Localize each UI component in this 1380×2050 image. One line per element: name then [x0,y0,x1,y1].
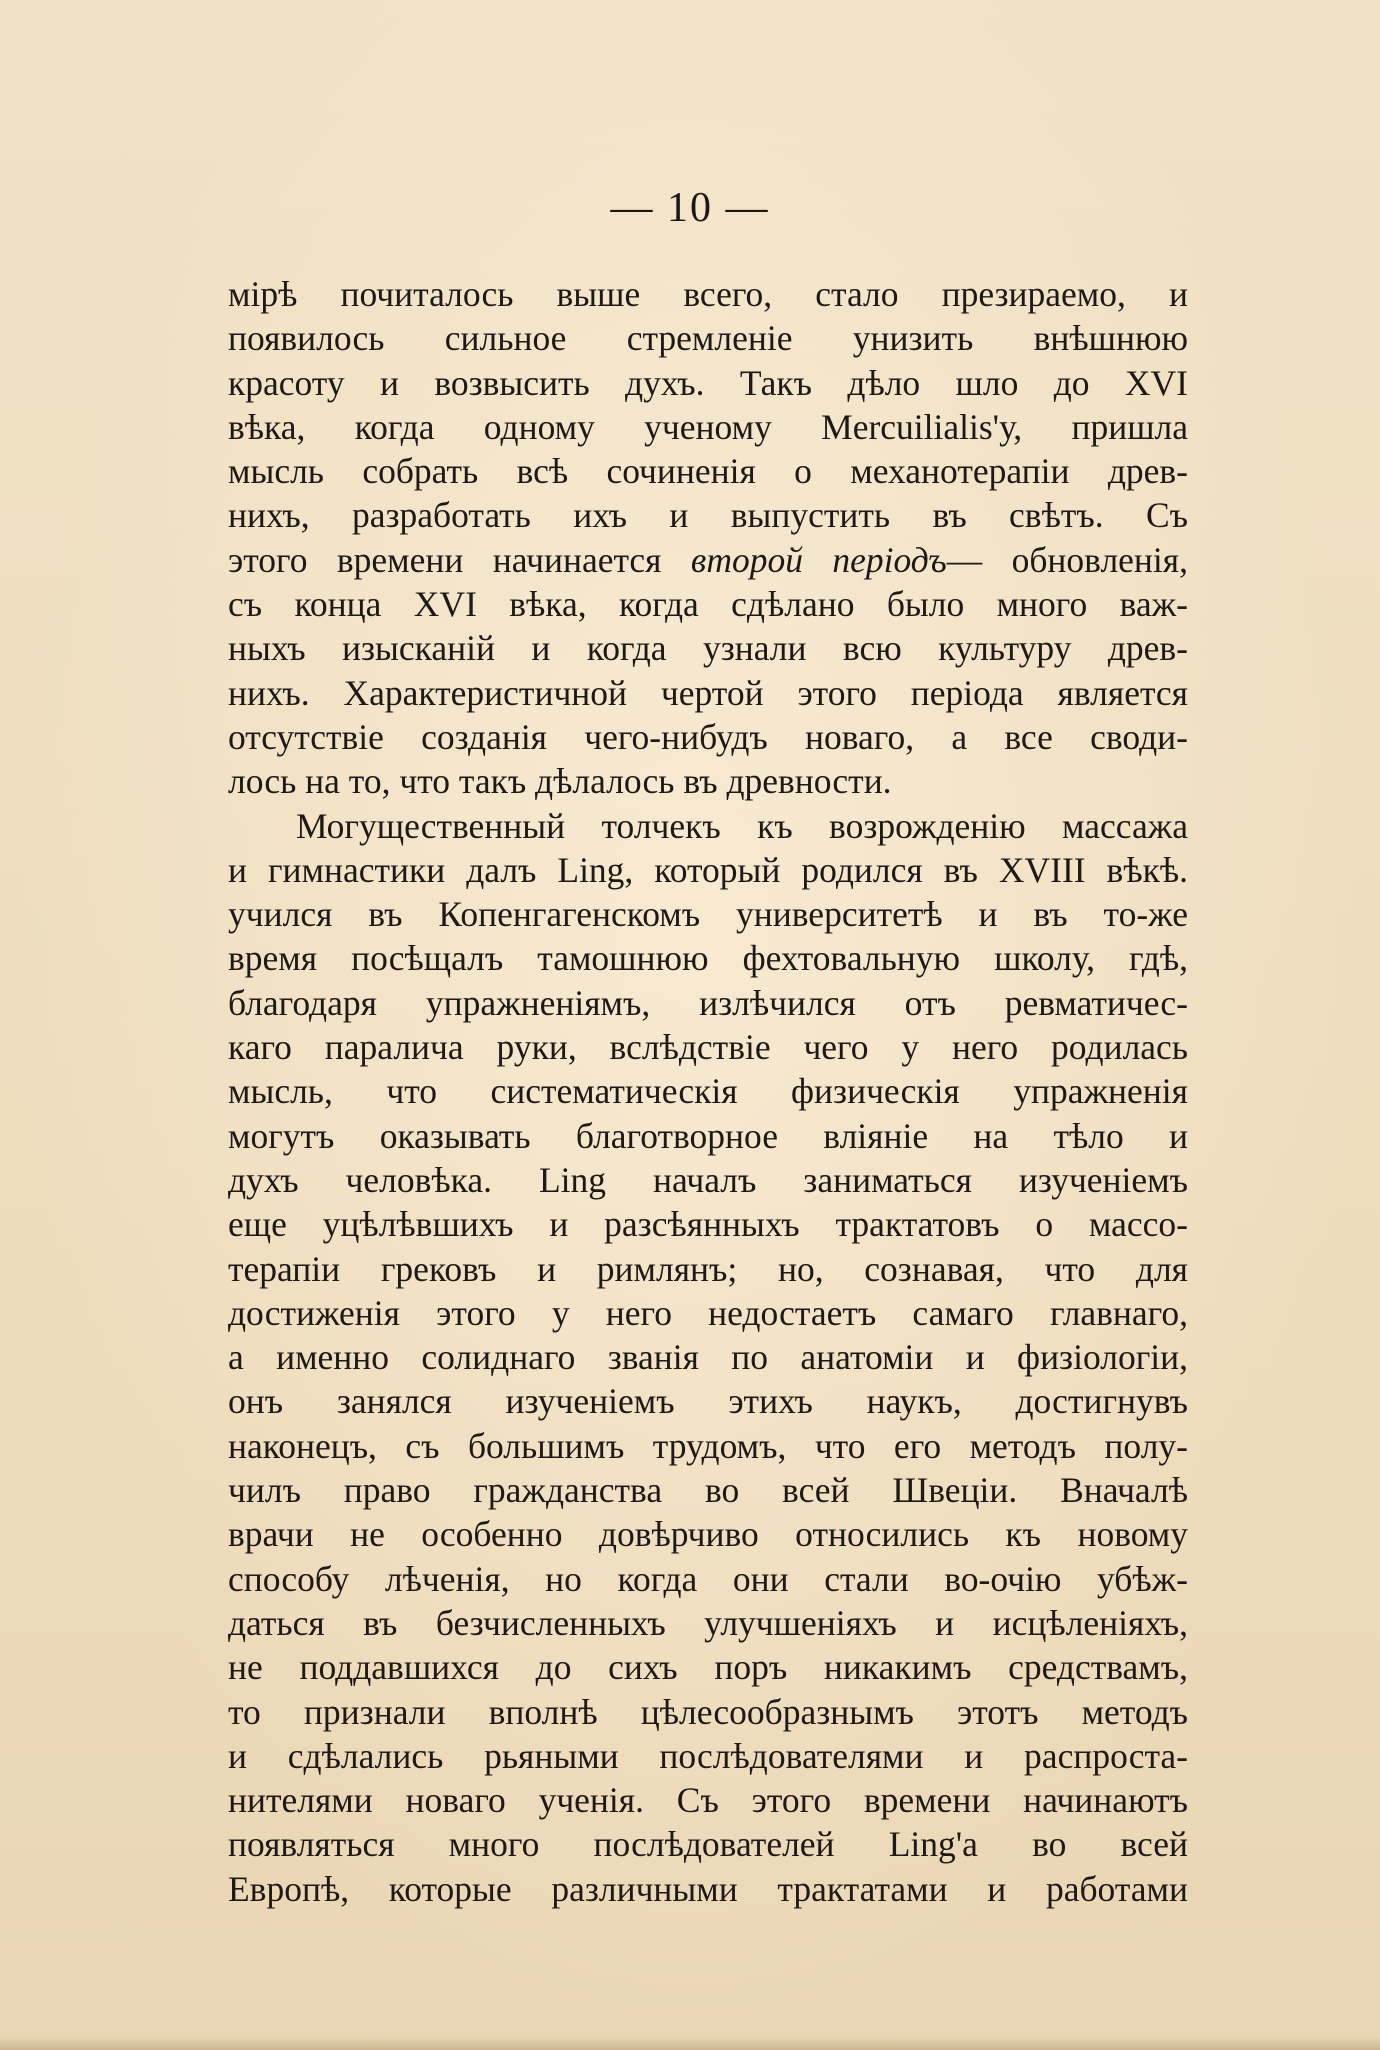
text-line: то признали вполнѣ цѣлесообразнымъ этотъ методъ [228,1691,1188,1732]
text-line: врачи не особенно довѣрчиво относились къ новому [228,1514,1188,1555]
text-line: лось на то, что такъ дѣлалось въ древности. [228,761,892,802]
text-line: благодаря упражненіямъ, излѣчился отъ ревматичес- [228,982,1188,1023]
text-line: а именно солиднаго званія по анатоміи и физіологіи, [228,1337,1188,1378]
text-line: могутъ оказывать благотворное вліяніе на тѣло и [228,1115,1188,1156]
text-line: и гимнастики далъ Ling, который родился въ XVIII вѣкѣ. [228,849,1188,890]
italic-phrase: второй періодъ [690,539,947,580]
page-edge-shadow [0,2036,1380,2050]
text-line: Могущественный толчекъ къ возрожденію массажа [296,805,1188,846]
text-line: мысль собрать всѣ сочиненія о механотерапіи древ- [228,451,1188,492]
text-line-with-italic [228,538,1188,582]
text-line: даться въ безчисленныхъ улучшеніяхъ и исцѣленіяхъ, [228,1602,1188,1643]
text-line: появилось сильное стремленіе унизить внѣшнюю [228,318,1188,359]
text-line: не поддавшихся до сихъ поръ никакимъ средствамъ, [228,1647,1188,1688]
text-line: мысль, что систематическія физическія упражненія [228,1071,1188,1112]
text-line: достиженія этого у него недостаетъ самаго главнаго, [228,1292,1188,1333]
text-line: отсутствіе созданія чего-нибудъ новаго, а все своди- [228,716,1188,757]
text-line: учился въ Копенгагенскомъ университетѣ и въ то-же [228,894,1188,935]
text-line: способу лѣченія, но когда они стали во-очію убѣж- [228,1558,1188,1599]
page-number: — 10 — [610,185,770,231]
text-run: — обновленія, [946,539,1188,580]
text-line: духъ человѣка. Ling началъ заниматься изученіемъ [228,1159,1188,1200]
body-text [228,272,1188,1911]
text-line: вѣка, когда одному ученому Mercuilialis'у, пришла [228,406,1188,447]
text-line: Европѣ, которые различными трактатами и работами [228,1868,1188,1909]
text-line: терапіи грековъ и римлянъ; но, сознавая, что для [228,1248,1188,1289]
text-line: нихъ. Характеристичной чертой этого періода является [228,672,1188,713]
text-line: еще уцѣлѣвшихъ и разсѣянныхъ трактатовъ о массо- [228,1204,1188,1245]
text-line: съ конца XVI вѣка, когда сдѣлано было много важ- [228,584,1188,625]
text-line: каго паралича руки, вслѣдствіе чего у него родилась [228,1027,1188,1068]
text-line: нителями новаго ученія. Съ этого времени начинаютъ [228,1780,1188,1821]
text-line: нихъ, разработать ихъ и выпустить въ свѣтъ. Съ [228,495,1188,536]
text-line: наконецъ, съ большимъ трудомъ, что его методъ полу- [228,1425,1188,1466]
text-line: чилъ право гражданства во всей Швеціи. Вначалѣ [228,1470,1188,1511]
text-run: этого времени начинается [228,539,691,580]
text-line: красоту и возвысить духъ. Такъ дѣло шло до XVI [228,362,1188,403]
text-line: мірѣ почиталось выше всего, стало презираемо, и [228,274,1188,314]
text-line: время посѣщалъ тамошнюю фехтовальную школу, гдѣ, [228,938,1188,979]
text-line: появляться много послѣдователей Ling'a во всей [228,1824,1188,1865]
text-line: онъ занялся изученіемъ этихъ наукъ, достигнувъ [228,1381,1188,1422]
text-line: и сдѣлались рьяными послѣдователями и распроста- [228,1735,1188,1776]
text-line: ныхъ изысканій и когда узнали всю культуру древ- [228,628,1188,669]
